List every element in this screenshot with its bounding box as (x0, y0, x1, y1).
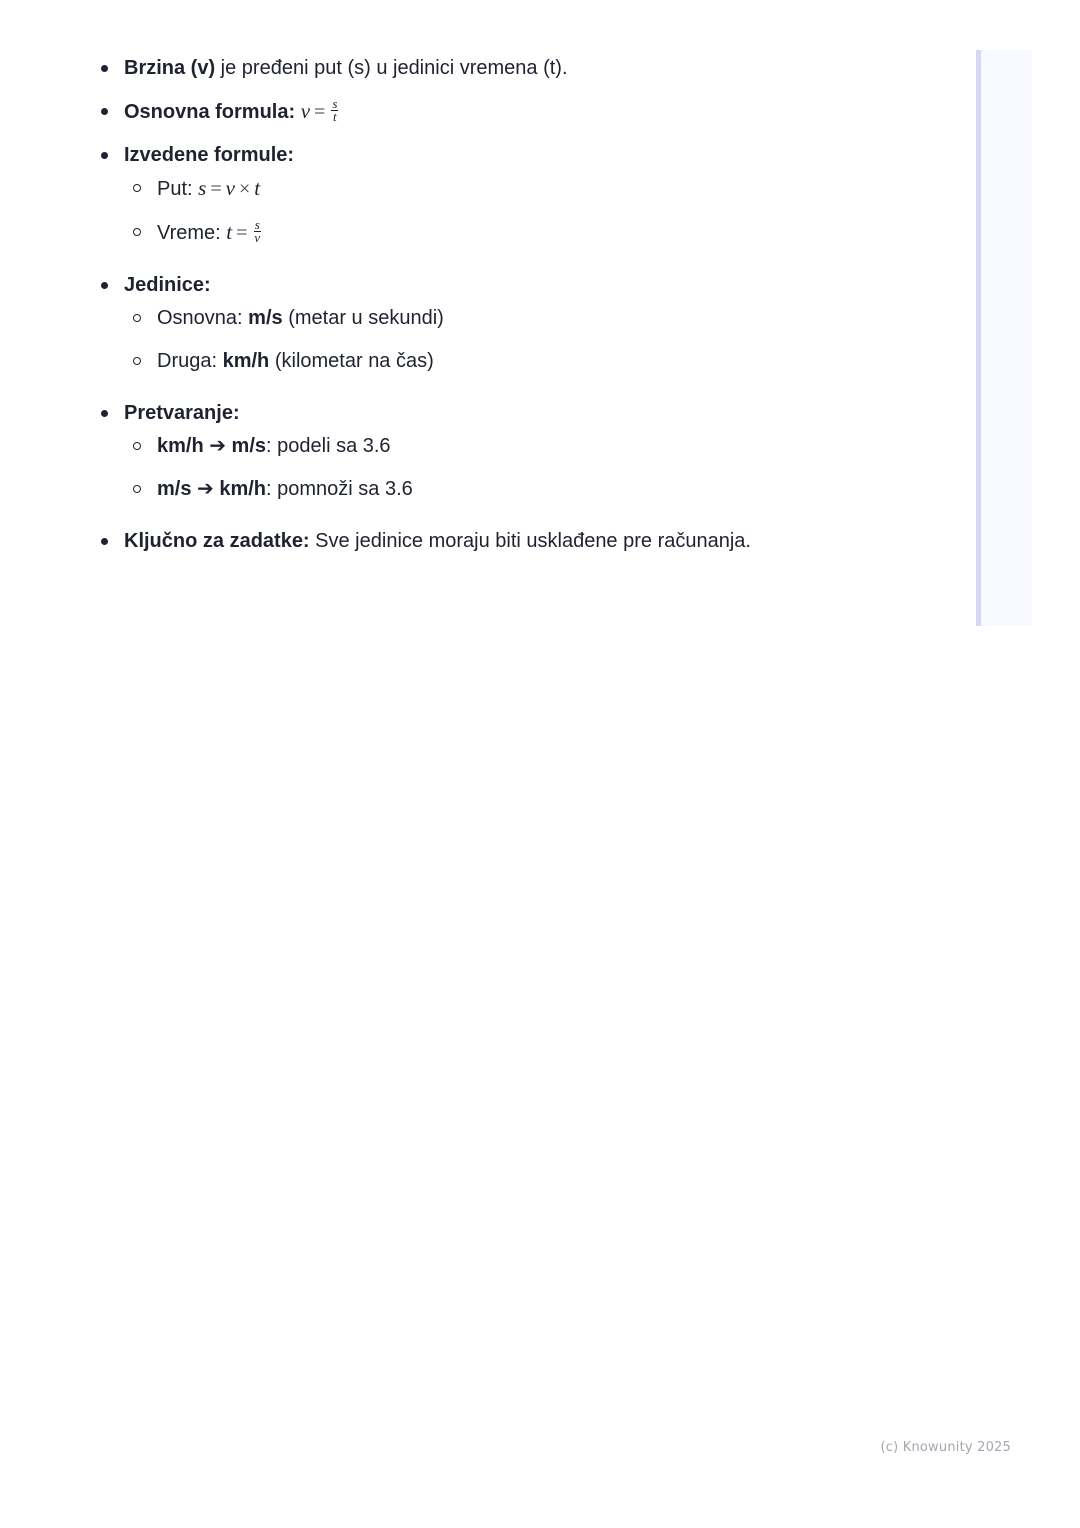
osnovna-formula-label: Osnovna formula: (124, 101, 296, 123)
pretvaranje-sublist (124, 430, 960, 505)
izvedene-formule-label: Izvedene formule: (124, 144, 295, 166)
notes-list (100, 52, 960, 557)
fraction-numerator: s (254, 217, 260, 233)
notes-content (100, 52, 960, 568)
fraction-denominator: t (333, 109, 337, 125)
jedinice-sublist (124, 302, 960, 377)
sublist-item-druga (124, 345, 960, 377)
vreme-label: Vreme: (157, 222, 227, 244)
put-s: s (198, 176, 207, 200)
sublist-item-put (124, 172, 960, 205)
osnovna-text: (metar u sekundi) (282, 307, 444, 329)
brzina-text: je pređeni put (s) u jedinici vremena (t). (215, 57, 568, 79)
sublist-item-ms-to-kmh (124, 473, 960, 505)
sublist-item-osnovna (124, 302, 960, 334)
kljucno-label: Ključno za zadatke: (124, 530, 310, 552)
jedinice-label: Jedinice: (124, 274, 211, 296)
kmh-to-ms-text: : podeli sa 3.6 (266, 435, 391, 457)
vreme-equals: = (236, 222, 248, 244)
osnovna-unit: m/s (248, 307, 283, 329)
druga-label: Druga: (157, 350, 223, 372)
brzina-label: Brzina (v) (124, 57, 216, 79)
list-item-jedinice (100, 269, 960, 377)
sublist-item-vreme (124, 216, 960, 249)
ms-to-kmh-text: : pomnoži sa 3.6 (266, 478, 413, 500)
list-item-kljucno (100, 525, 960, 557)
kljucno-text: Sve jedinice moraju biti usklađene pre računanja. (309, 530, 751, 552)
druga-unit: km/h (222, 350, 270, 372)
druga-text: (kilometar na čas) (269, 350, 434, 372)
fraction-s-over-t (331, 98, 338, 123)
formula-equals: = (314, 101, 326, 123)
list-item-pretvaranje (100, 397, 960, 505)
side-panel (976, 50, 1032, 626)
sublist-item-kmh-to-ms (124, 430, 960, 462)
pretvaranje-label: Pretvaranje: (124, 402, 240, 424)
put-times: × (238, 178, 251, 200)
list-item-osnovna-formula (100, 95, 960, 128)
put-label: Put: (157, 178, 199, 200)
kmh-to-ms-label: km/h ➔ m/s (157, 435, 267, 457)
fraction-s-over-v (253, 219, 261, 244)
put-v: v (225, 176, 235, 200)
formula-v: v (300, 99, 311, 123)
list-item-brzina (100, 52, 960, 84)
ms-to-kmh-label: m/s ➔ km/h (157, 478, 267, 500)
osnovna-label: Osnovna: (157, 307, 249, 329)
fraction-denominator: v (254, 230, 261, 246)
copyright-footer: (c) Knowunity 2025 (880, 1440, 1011, 1455)
put-equals: = (210, 178, 222, 200)
put-t: t (254, 176, 261, 200)
list-item-izvedene-formule (100, 139, 960, 249)
izvedene-sublist (124, 172, 960, 249)
fraction-numerator: s (332, 96, 338, 112)
vreme-t: t (226, 220, 233, 244)
